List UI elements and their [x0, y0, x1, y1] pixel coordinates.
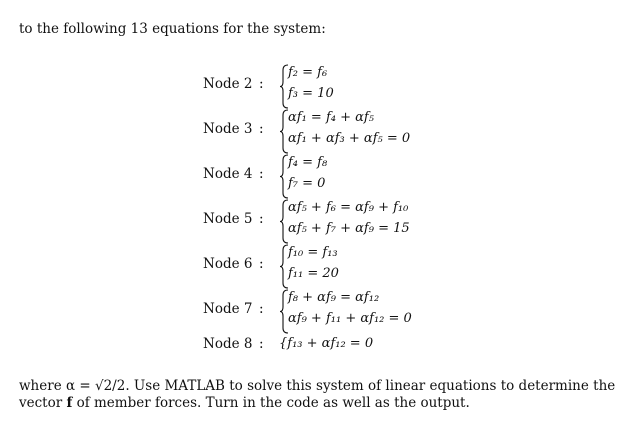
node-5-equation-1: αf₅ + f₆ = αf₉ + f₁₀: [288, 200, 409, 215]
node-8-colon: :: [259, 336, 264, 352]
node-6-label: Node 6: [203, 256, 253, 272]
closing-text-part-1: where α = √2/2. Use MATLAB to solve this system of linear equations to determine the vector: [19, 378, 616, 411]
node-2-label: Node 2: [203, 76, 253, 92]
node-3-equation-1: αf₁ = f₄ + αf₅: [288, 110, 374, 125]
node-5-label: Node 5: [203, 211, 253, 227]
node-4-label: Node 4: [203, 166, 253, 182]
node-6-colon: :: [259, 256, 264, 272]
node-7-equation-2: αf₉ + f₁₁ + αf₁₂ = 0: [288, 311, 412, 326]
node-4-colon: :: [259, 166, 264, 182]
node-3-label: Node 3: [203, 121, 253, 137]
closing-text-part-2: of member forces. Turn in the code as well as the output.: [72, 395, 470, 411]
node-7-equation-1: f₈ + αf₉ = αf₁₂: [288, 290, 380, 305]
vector-symbol: f: [66, 395, 73, 411]
node-8-label: Node 8: [203, 336, 253, 352]
node-2-equation-2: f₃ = 10: [288, 86, 334, 101]
node-3-equation-2: αf₁ + αf₃ + αf₅ = 0: [288, 131, 411, 146]
node-2-equation-1: f₂ = f₆: [288, 65, 328, 80]
node-7-label: Node 7: [203, 301, 253, 317]
node-5-equation-2: αf₅ + f₇ + αf₉ = 15: [288, 221, 410, 236]
node-4-equation-1: f₄ = f₈: [288, 155, 328, 170]
node-6-equation-1: f₁₀ = f₁₃: [288, 245, 338, 260]
closing-paragraph: [19, 378, 619, 412]
node-2-colon: :: [259, 76, 264, 92]
node-8-equation-1: {f₁₃ + αf₁₂ = 0: [279, 336, 374, 351]
node-7-colon: :: [259, 301, 264, 317]
node-3-colon: :: [259, 121, 264, 137]
node-5-colon: :: [259, 211, 264, 227]
node-4-equation-2: f₇ = 0: [288, 176, 326, 191]
node-6-equation-2: f₁₁ = 20: [288, 266, 339, 281]
intro-sentence: to the following 13 equations for the system:: [19, 21, 326, 37]
